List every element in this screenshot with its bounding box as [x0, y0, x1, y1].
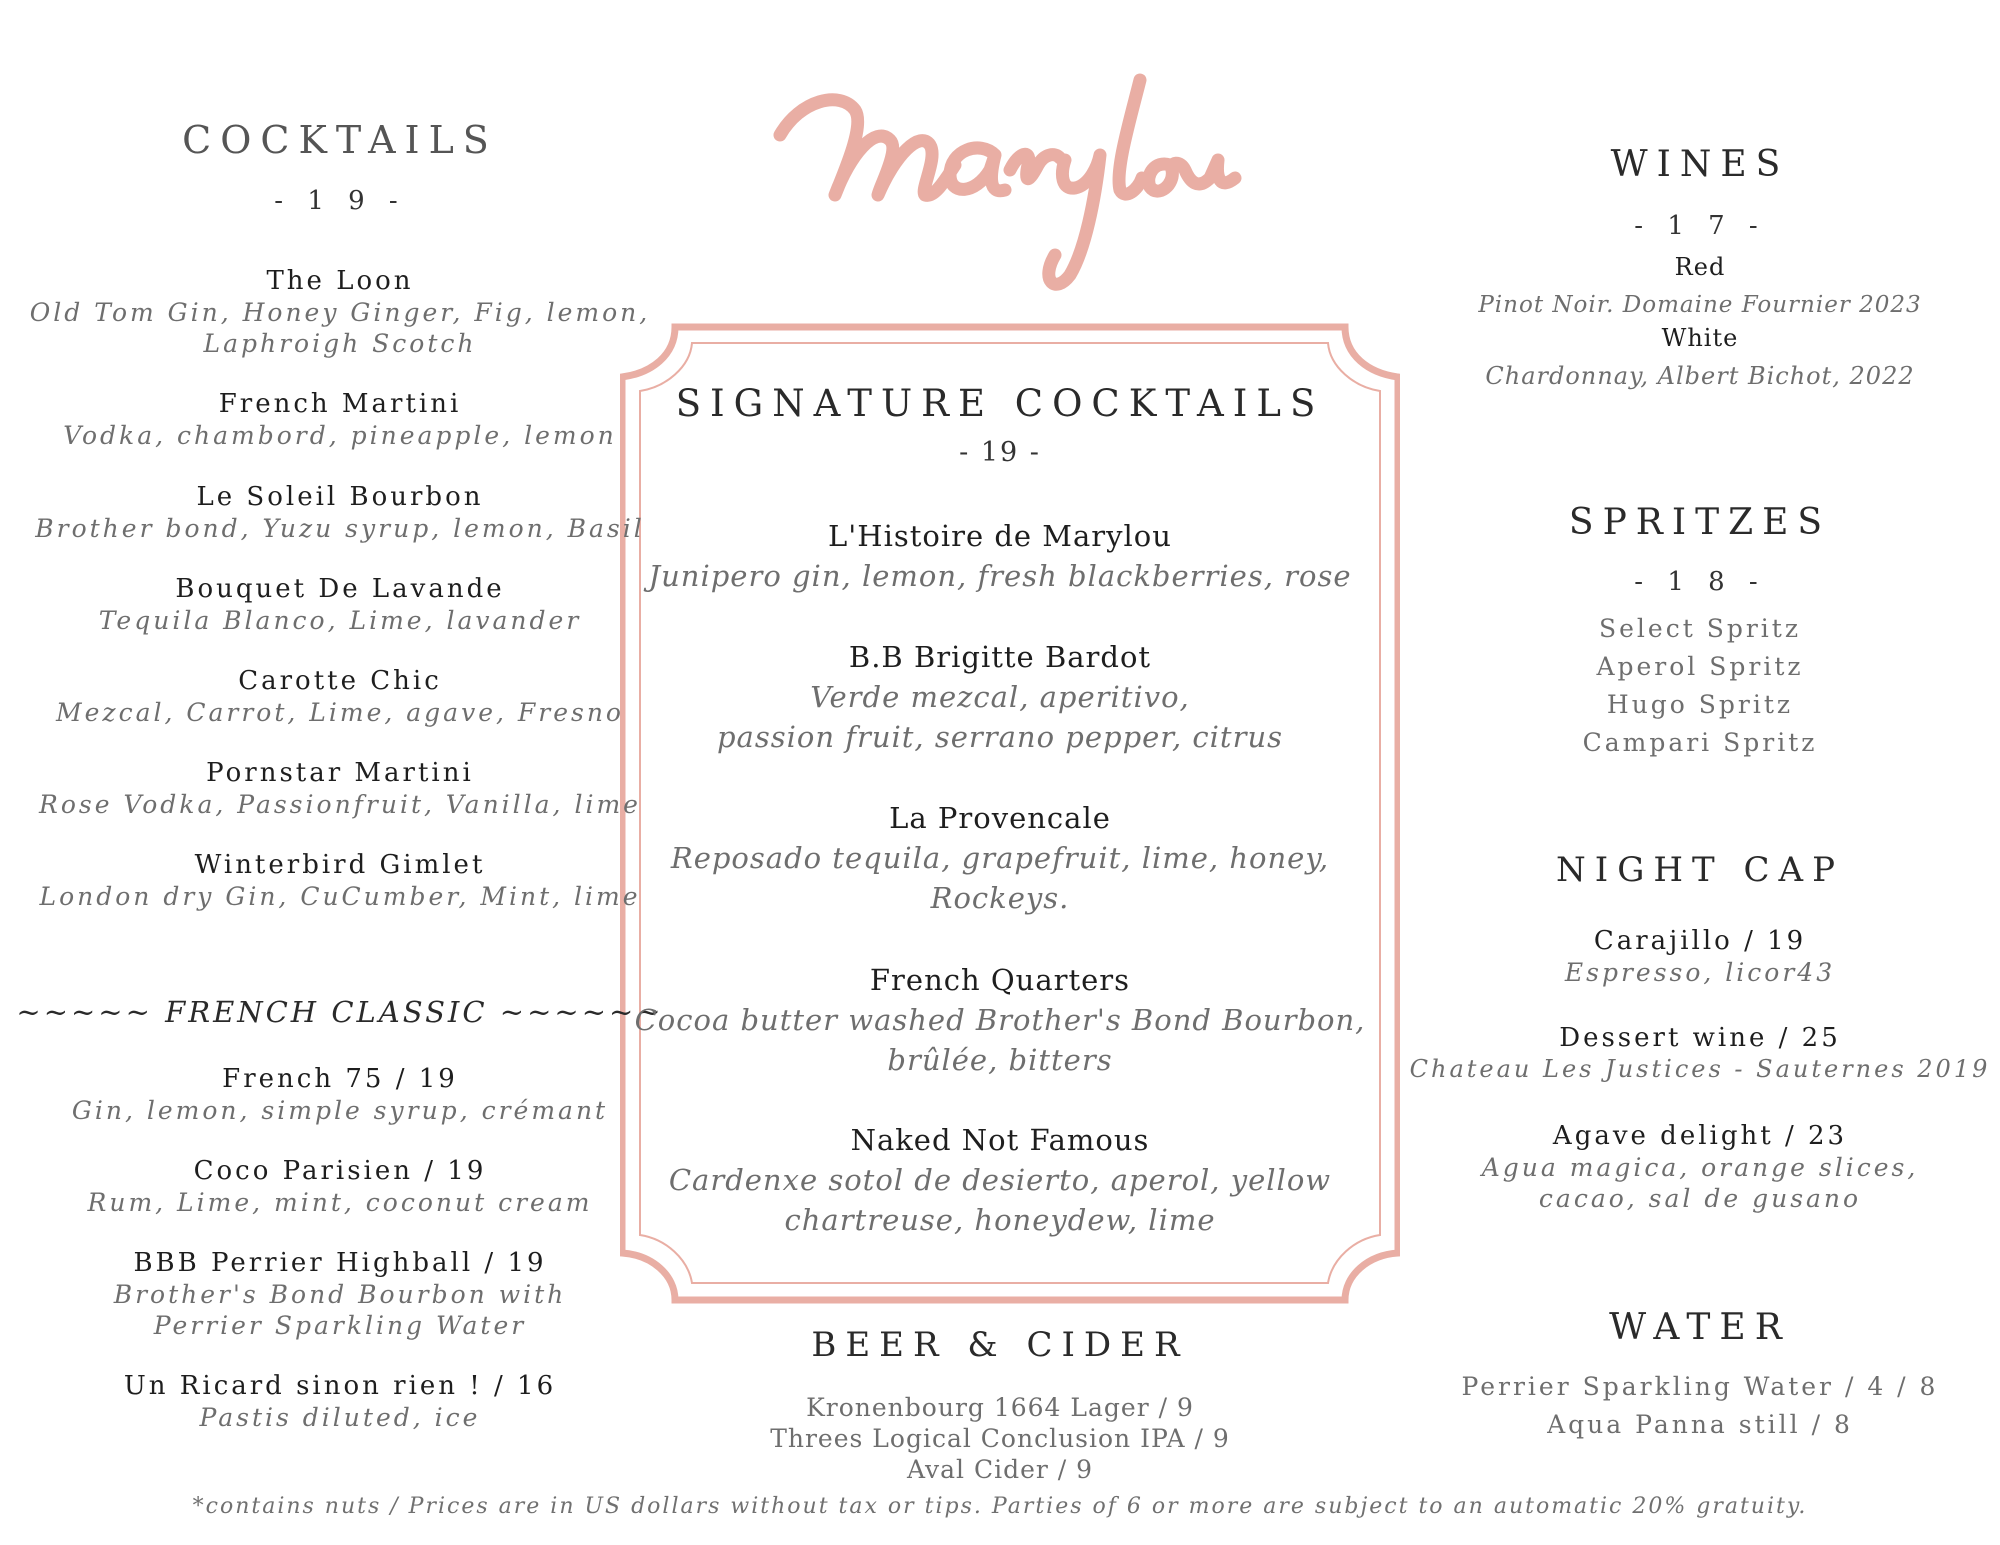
cocktail-name: Winterbird Gimlet — [194, 850, 486, 880]
signature-desc: Junipero gin, lemon, fresh blackberries, rose — [648, 559, 1352, 593]
night-cap-item — [1400, 1120, 2000, 1214]
wine-white-label: White — [1661, 324, 1739, 352]
wine-red-desc: Pinot Noir. Domaine Fournier 2023 — [1478, 292, 1922, 318]
water-item: Perrier Sparkling Water / 4 / 8 — [1461, 1372, 1939, 1401]
signature-item — [630, 960, 1370, 1080]
cocktail-name: French Martini — [218, 389, 462, 419]
signature-name: Naked Not Famous — [850, 1123, 1150, 1157]
french-classic-name: Coco Parisien / 19 — [193, 1156, 487, 1186]
signature-desc: Cocoa butter washed Brother's Bond Bourbon, — [634, 1003, 1366, 1037]
wines-heading: WINES — [1610, 144, 1790, 185]
signature-desc: Reposado tequila, grapefruit, lime, honey, — [670, 841, 1330, 875]
cocktail-desc: Tequila Blanco, Lime, lavander — [98, 606, 582, 635]
beer-item: Aval Cider / 9 — [906, 1455, 1094, 1484]
french-classic-item — [0, 1063, 680, 1126]
signature-item — [630, 637, 1370, 757]
french-classic-name: French 75 / 19 — [222, 1064, 458, 1094]
cocktail-name: Le Soleil Bourbon — [196, 482, 484, 512]
cocktail-name: Bouquet De Lavande — [175, 574, 505, 604]
spritzes-heading: SPRITZES — [1568, 502, 1832, 543]
signature-desc: Verde mezcal, aperitivo, — [810, 680, 1190, 714]
signature-item — [630, 798, 1370, 918]
french-classic-desc: Rum, Lime, mint, coconut cream — [87, 1188, 593, 1217]
cocktail-name: The Loon — [266, 266, 414, 296]
beer-list — [630, 1392, 1370, 1485]
french-classic-item — [0, 1370, 680, 1433]
cocktail-desc: Rose Vodka, Passionfruit, Vanilla, lime — [39, 790, 641, 819]
signature-name: La Provencale — [889, 801, 1111, 835]
beer-heading: BEER & CIDER — [811, 1325, 1189, 1365]
french-classic-desc: Gin, lemon, simple syrup, crémant — [71, 1096, 609, 1125]
signature-item — [630, 516, 1370, 596]
wines-price: - 1 7 - — [1634, 211, 1766, 241]
cocktail-item — [0, 757, 680, 820]
cocktail-desc: Old Tom Gin, Honey Ginger, Fig, lemon, — [29, 298, 651, 327]
spritzes-price: - 1 8 - — [1634, 567, 1766, 597]
french-classic-desc: Perrier Sparkling Water — [153, 1311, 527, 1340]
wine-white-desc: Chardonnay, Albert Bichot, 2022 — [1485, 362, 1915, 390]
signature-desc: Rockeys. — [930, 881, 1070, 915]
signature-price: - 19 - — [959, 437, 1041, 468]
cocktails-heading: COCKTAILS — [182, 118, 498, 162]
signature-desc: passion fruit, serrano pepper, citrus — [716, 720, 1284, 754]
cocktail-item — [0, 665, 680, 728]
spritz-item: Hugo Spritz — [1606, 690, 1794, 719]
water-heading: WATER — [1609, 1307, 1791, 1348]
french-classic-name: BBB Perrier Highball / 19 — [133, 1248, 547, 1278]
signature-name: B.B Brigitte Bardot — [848, 640, 1152, 674]
night-cap-desc: Chateau Les Justices - Sauternes 2019 — [1409, 1055, 1991, 1083]
cocktail-item — [0, 849, 680, 912]
cocktail-item — [0, 265, 680, 359]
night-cap-desc: cacao, sal de gusano — [1538, 1184, 1862, 1213]
spritz-item: Select Spritz — [1598, 614, 1801, 643]
signature-desc: chartreuse, honeydew, lime — [784, 1203, 1216, 1237]
cocktail-item — [0, 573, 680, 636]
night-cap-heading: NIGHT CAP — [1556, 850, 1844, 890]
water-item: Aqua Panna still / 8 — [1547, 1410, 1853, 1439]
cocktail-desc: London dry Gin, CuCumber, Mint, lime — [39, 882, 641, 911]
spritz-item: Aperol Spritz — [1596, 652, 1804, 681]
night-cap-desc: Agua magica, orange slices, — [1481, 1153, 1919, 1182]
footnote: *contains nuts / Prices are in US dollars without tax or tips. Parties of 6 or more are subject to an automatic 20% gratuity. — [192, 1494, 1808, 1519]
night-cap-name: Dessert wine / 25 — [1559, 1023, 1841, 1053]
cocktails-price: - 1 9 - — [274, 186, 406, 216]
spritz-list — [1400, 610, 2000, 762]
cocktail-name: Carotte Chic — [238, 666, 442, 696]
french-classic-desc: Brother's Bond Bourbon with — [113, 1280, 567, 1309]
cocktail-desc: Mezcal, Carrot, Lime, agave, Fresno — [56, 698, 624, 727]
wine-red-label: Red — [1674, 253, 1726, 281]
drinks-right-column — [1400, 0, 2000, 1545]
cocktail-item — [0, 388, 680, 451]
french-classic-item — [0, 1155, 680, 1218]
cocktail-desc: Brother bond, Yuzu syrup, lemon, Basil — [35, 514, 645, 543]
signature-section — [630, 0, 1370, 1545]
cocktail-name: Pornstar Martini — [206, 758, 474, 788]
cocktails-section — [0, 0, 680, 1545]
cocktail-item — [0, 481, 680, 544]
french-classic-desc: Pastis diluted, ice — [199, 1403, 481, 1432]
french-classic-heading: ~~~~~ FRENCH CLASSIC ~~~~~~ — [16, 995, 664, 1029]
water-list — [1400, 1368, 2000, 1444]
night-cap-desc: Espresso, licor43 — [1564, 958, 1836, 987]
night-cap-name: Agave delight / 23 — [1552, 1121, 1848, 1151]
night-cap-item — [1400, 925, 2000, 988]
signature-item — [630, 1120, 1370, 1240]
night-cap-name: Carajillo / 19 — [1593, 926, 1807, 956]
spritz-item: Campari Spritz — [1582, 728, 1818, 757]
signature-name: L'Histoire de Marylou — [828, 519, 1172, 553]
beer-item: Kronenbourg 1664 Lager / 9 — [806, 1393, 1194, 1422]
french-classic-item — [0, 1247, 680, 1341]
night-cap-item — [1400, 1022, 2000, 1085]
cocktail-desc: Vodka, chambord, pineapple, lemon — [63, 421, 617, 450]
signature-name: French Quarters — [869, 963, 1131, 997]
cocktail-desc: Laphroigh Scotch — [203, 329, 477, 358]
signature-heading: SIGNATURE COCKTAILS — [675, 382, 1325, 425]
beer-item: Threes Logical Conclusion IPA / 9 — [770, 1424, 1230, 1453]
signature-desc: brûlée, bitters — [887, 1043, 1113, 1077]
french-classic-name: Un Ricard sinon rien ! / 16 — [123, 1371, 557, 1401]
signature-desc: Cardenxe sotol de desierto, aperol, yellow — [668, 1163, 1332, 1197]
